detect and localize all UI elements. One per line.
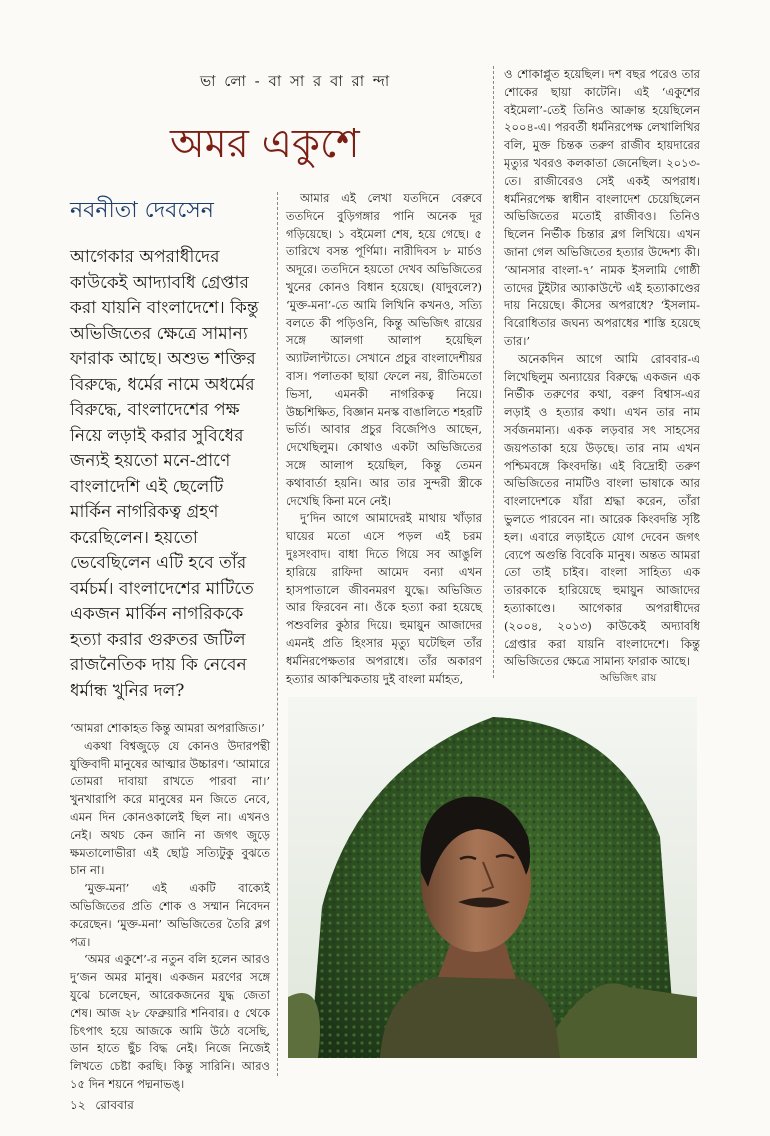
paragraph: ‘মুক্ত-মনা’ এই একটি বাক্যেই অভিজিতের প্রতি শোক ও সম্মান নিবেদন করেছেন। ‘মুক্ত-মনা’ অভিজিতের তৈরি ব্লগ পত্র। — [70, 881, 270, 949]
paragraph: ও শোকাপ্লুত হয়েছিল। দশ বছর পরেও তার শোকের ছায়া কাটেনি। এই ‘একুশের বইমেলা’-তেই তিনিও আক্রান্ত হয়েছিলেন ২০০৪-এ। পরবর্তী ধর্মনিরপেক্ষ লেখালিখির বলি, মুক্ত চিন্তক তরুণ রাজীব হায়দারের মৃত্যুর খবরও কলকাতা জেনেছিল। ২০১৩-তে। রাজীবেরও সেই একই অপরাধ। ধর্মনিরপেক্ষ স্বাধীন বাংলাদেশ চেয়েছিলেন অভিজিতের মতোই রাজীবও। তিনিও ছিলেন নির্ভীক চিন্তার ব্লগ লিখিয়ে। এখন জানা গেল অভিজিতের হত্যার উদ্দেশ্য কী। ‘আনসার বাংলা-৭’ নামক ইসলামি গোষ্ঠী তাদের টুইটার অ্যাকাউন্টে এই হত্যাকাণ্ডের দায় নিয়েছে। কীসের অপরাধে? ‘ইসলাম-বিরোধিতার জঘন্য অপরাধের শাস্তি হয়েছে তার।’ — [504, 67, 700, 348]
paragraph: একথা বিশ্বজুড়ে যে কোনও উদারপন্থী যুক্তিবাদী মানুষের আত্মার উচ্চারণ। ‘আমারে তোমরা দাবায়া রাখতে পারবা না।’ খুনখারাপি করে মানুষের মন জিতে নেবে, এমন দিন কোনওকালেই ছিল না। এখনও নেই। অথচ কেন জানি না জগৎ জুড়ে ক্ষমতালোভীরা এই ছোট্ট সত্যিটুকু বুঝতে চান না। — [70, 738, 270, 878]
page-number: ১২ — [70, 1098, 86, 1112]
body-column-2 — [286, 190, 482, 688]
lead-paragraph: আগেকার অপরাধীদের কাউকেই আদ্যাবধি গ্রেপ্তার করা যায়নি বাংলাদেশে। কিন্তু অভিজিতের ক্ষেত্রে সামান্য ফারাক আছে। অশুভ শক্তির বিরুদ্ধে, ধর্মের নামে অধর্মের বিরুদ্ধে, বাংলাদেশের পক্ষ নিয়ে লড়াই করার সুবিধের জন্যই হয়তো মনে-প্রাণে বাংলাদেশি এই ছেলেটি মার্কিন নাগরিকত্ব গ্রহণ করেছিলেন। হয়তো ভেবেছিলেন এটি হবে তাঁর বর্মচর্ম। বাংলাদেশের মাটিতে একজন মার্কিন নাগরিককে হত্যা করার গুরুতর জটিল রাজনৈতিক দায় কি নেবেন ধর্মান্ধ খুনির দল? — [70, 247, 259, 701]
paragraph: অনেকদিন আগে আমি রোববার-এ লিখেছিলুম অন্যায়ের বিরুদ্ধে একজন এক নির্ভীক তরুণের কথা, বরুণ বিশ্বাস-এর লড়াই ও হত্যার কথা। এখন তার নাম সর্বজনমান্য। একক লড়বার সৎ সাহসের জয়পতাকা হয়ে উড়ছে। তার নাম এখন পশ্চিমবঙ্গে কিংবদন্তি। এই বিদ্রোহী তরুণ অভিজিতের নামটিও বাংলা ভাষাকে আর বাংলাদেশকে যাঁরা শ্রদ্ধা করেন, তাঁরা ভুলতে পারবেন না। আরেক কিংবদন্তি সৃষ্টি হল। এবারে লড়াইতে যোগ দেবেন জগৎ ব্যেপে অগুন্তি বিবেকি মানুষ। অন্তত আমরা তো তাই চাইব। বাংলা সাহিত্য এক তারকাকে হারিয়েছে হুমায়ুন আজাদের হত্যাকাণ্ডে। আগেকার অপরাধীদের (২০০৪, ২০১৩) কাউকেই অদ্যাবধি গ্রেপ্তার করা যায়নি বাংলাদেশে। কিন্তু অভিজিতের ক্ষেত্রে সামান্য ফারাক আছে। — [504, 351, 700, 669]
portrait-photo — [288, 697, 697, 1058]
page-footer — [70, 1097, 134, 1117]
body-column-3 — [504, 66, 700, 671]
paragraph: ‘অমর একুশে’-র নতুন বলি হলেন আরও দু’জন অমর মানুষ। একজন মরণের সঙ্গে যুঝে চলেছেন, আরেকজনের যুদ্ধ জেতা শেষ। আজ ২৮ ফেব্রুয়ারি শনিবার। ৫ থেকে চিৎপাৎ হয়ে আজকে আমি উঠে বসেছি, ডান হাতে ছুঁচ বিদ্ধ নেই। নিজে নিজেই লিখতে চেষ্টা করছি। কিন্তু সারিনি। আরও ১৫ দিন শয়নে পদ্মনাভঙ্। — [70, 952, 270, 1091]
paragraph: দু’দিন আগে আমাদেরই মাথায় খাঁড়ার ঘায়ের মতো এসে পড়ল এই চরম দুঃসংবাদ। বাধা দিতে গিয়ে সব আঙুলি হারিয়ে রাফিদা আমেদ বন্যা এখন হাসপাতালে জীবনমরণ যুদ্ধে। অভিজিত আর ফিরবেন না। ওঁকে হত্যা করা হয়েছে পশুবলির কুঠার দিয়ে। হুমায়ুন আজাদের এমনই প্রতি হিংসার মৃত্যু ঘটেছিল তাঁর ধর্মনিরপেক্ষতার অপরাধে। তাঁর অকারণ হত্যার আকস্মিকতায় দুই বাংলা মর্মাহত, — [286, 511, 482, 686]
series-header: ভা লো - বা সা র বা রা ন্দা — [200, 72, 392, 90]
paragraph: ‘আমরা শোকাহত কিন্তু আমরা অপরাজিত।’ — [70, 721, 265, 735]
article-title: অমর একুশে — [170, 121, 360, 167]
magazine-name: রোববার — [95, 1098, 134, 1112]
photo-credit: অভিজিৎ রায় — [600, 672, 657, 684]
body-column-1 — [70, 720, 270, 1094]
portrait-illustration — [288, 697, 697, 1058]
author-name: নবনীতা দেবসেন — [70, 198, 214, 223]
column-rule-left — [277, 192, 278, 1076]
column-rule-right — [493, 66, 494, 678]
paragraph: আমার এই লেখা যতদিনে বেরুবে ততদিনে বুড়িগঙ্গার পানি অনেক দূর গড়িয়েছে। ১ বইমেলা শেষ, হয়ে গেছে। ৫ তারিখে বসন্ত পূর্ণিমা। নারীদিবস ৮ মার্চও অদূরে। ততদিনে হয়তো দেখব অভিজিতের খুনের কোনও বিধান হয়েছে। (যাদুবলে?) ‘মুক্ত-মনা’-তে আমি লিখিনি কখনও, সত্যি বলতে কী পড়িওনি, কিন্তু অভিজিৎ রায়ের সঙ্গে আলগা আলাপ হয়েছিল অ্যাটলান্টাতে। সেখানে প্রচুর বাংলাদেশীয়র বাস। পলাতকা ছায়া ফেলে নয়, রীতিমতো ভিসা, এমনকী নাগরিকত্ব নিয়ে। উচ্চশিক্ষিত, বিজ্ঞান মনস্ক বাঙালিতে শহরটি ভর্তি। আবার প্রচুর বিজেপিও আছেন, দেখেছিলুম। কোথাও একটা অভিজিতের সঙ্গে আলাপ হয়েছিল, কিন্তু তেমন কথাবার্তা হয়নি। আর তার সুন্দরী স্ত্রীকে দেখেছি কিনা মনে নেই। — [286, 191, 482, 508]
